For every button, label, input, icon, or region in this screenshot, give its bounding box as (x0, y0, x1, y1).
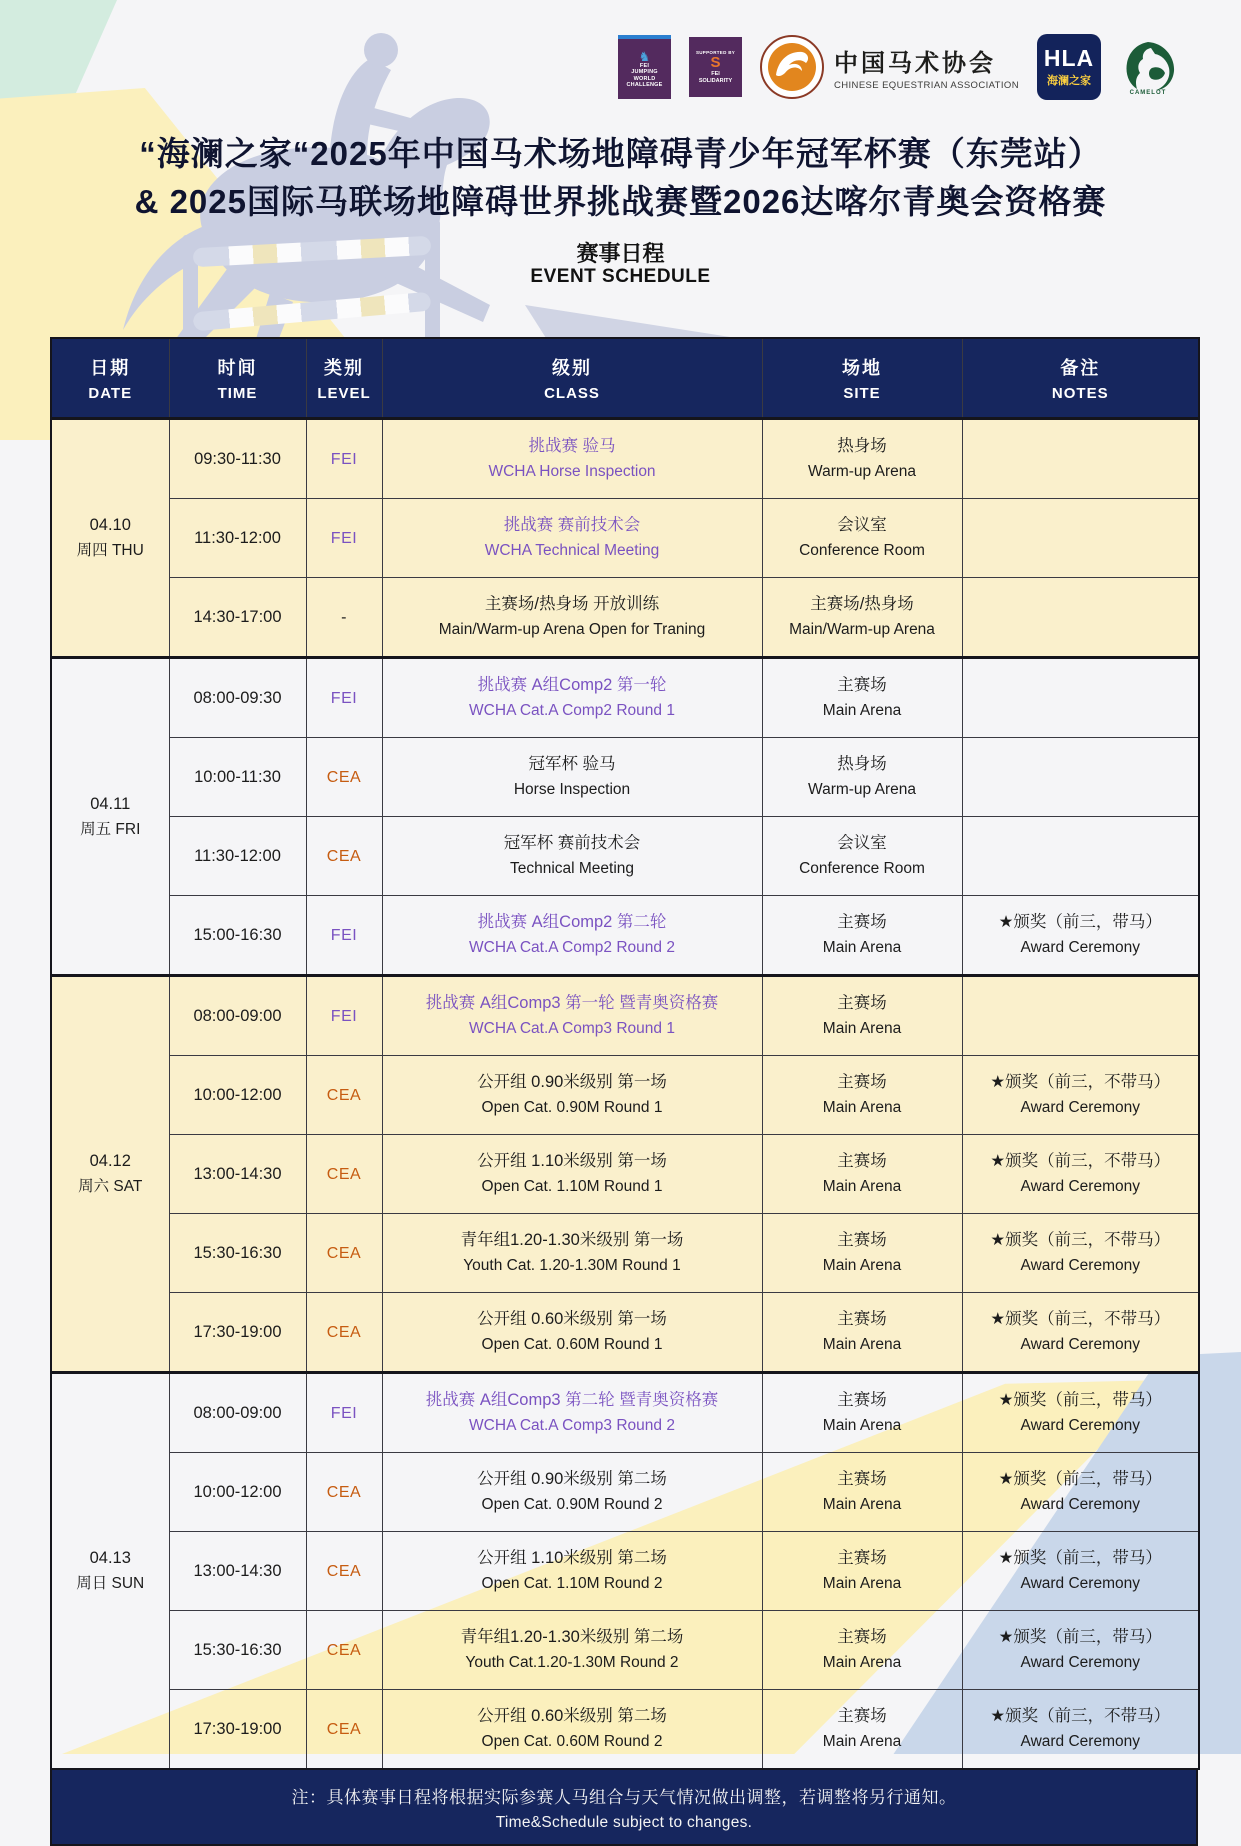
notes-cell (962, 499, 1199, 578)
table-row (51, 738, 1199, 817)
level-cell: CEA (306, 1214, 382, 1293)
date-cell: 04.11 周五 FRI (51, 658, 169, 976)
site-cell: 主赛场 Main Arena (762, 976, 962, 1056)
column-header: 场地 SITE (762, 338, 962, 419)
site-cell: 主赛场 Main Arena (762, 1373, 962, 1453)
fei-solidarity-s-icon: S (710, 54, 721, 71)
cea-logo (760, 35, 1019, 99)
time-cell: 10:00-12:00 (169, 1056, 306, 1135)
site-cell: 主赛场 Main Arena (762, 1293, 962, 1373)
table-row (51, 1135, 1199, 1214)
class-cell: 挑战赛 A组Comp2 第二轮 WCHA Cat.A Comp2 Round 2 (382, 896, 762, 976)
class-cell: 公开组 0.60米级别 第二场 Open Cat. 0.60M Round 2 (382, 1690, 762, 1770)
notes-cell: ★颁奖（前三，不带马） Award Ceremony (962, 1056, 1199, 1135)
site-cell: 主赛场 Main Arena (762, 1611, 962, 1690)
hla-abbr: HLA (1043, 45, 1095, 71)
level-cell: - (306, 578, 382, 658)
hla-logo (1037, 34, 1101, 100)
table-row (51, 1214, 1199, 1293)
column-header: 时间 TIME (169, 338, 306, 419)
notes-cell (962, 738, 1199, 817)
notes-cell: ★颁奖（前三，带马） Award Ceremony (962, 1532, 1199, 1611)
fei-jwc-line1: FEI (639, 62, 650, 69)
time-cell: 13:00-14:30 (169, 1135, 306, 1214)
fei-solidarity-fei-text: FEI (711, 71, 720, 77)
table-row (51, 976, 1199, 1056)
time-cell: 17:30-19:00 (169, 1690, 306, 1770)
site-cell: 主赛场 Main Arena (762, 658, 962, 738)
notes-cell: ★颁奖（前三，不带马） Award Ceremony (962, 1293, 1199, 1373)
table-row (51, 1532, 1199, 1611)
column-header: 级别 CLASS (382, 338, 762, 419)
fei-jwc-line3: WORLD (633, 75, 656, 82)
table-row (51, 1293, 1199, 1373)
date-cell: 04.13 周日 SUN (51, 1373, 169, 1770)
site-cell: 主赛场 Main Arena (762, 1056, 962, 1135)
class-cell: 挑战赛 A组Comp3 第一轮 暨青奥资格赛 WCHA Cat.A Comp3 Round 1 (382, 976, 762, 1056)
cea-name-en: CHINESE EQUESTRIAN ASSOCIATION (834, 80, 1019, 91)
fei-jwc-line2: JUMPING (631, 69, 658, 75)
site-cell: 热身场 Warm-up Arena (762, 738, 962, 817)
class-cell: 公开组 1.10米级别 第二场 Open Cat. 1.10M Round 2 (382, 1532, 762, 1611)
site-cell: 主赛场 Main Arena (762, 1453, 962, 1532)
fei-solidarity-supported-text: SUPPORTED BY (695, 50, 736, 55)
class-cell: 冠军杯 赛前技术会 Technical Meeting (382, 817, 762, 896)
class-cell: 挑战赛 A组Comp2 第一轮 WCHA Cat.A Comp2 Round 1 (382, 658, 762, 738)
cea-name-zh: 中国马术协会 (834, 50, 996, 77)
notes-cell: ★颁奖（前三，不带马） Award Ceremony (962, 1690, 1199, 1770)
level-cell: CEA (306, 738, 382, 817)
time-cell: 11:30-12:00 (169, 499, 306, 578)
site-cell: 主赛场 Main Arena (762, 896, 962, 976)
notes-cell: ★颁奖（前三，不带马） Award Ceremony (962, 1135, 1199, 1214)
schedule-subtitle-zh: 赛事日程 (576, 241, 665, 266)
fei-jumping-world-challenge-logo (618, 35, 671, 99)
table-row (51, 499, 1199, 578)
notes-cell: ★颁奖（前三，带马） Award Ceremony (962, 1611, 1199, 1690)
class-cell: 挑战赛 A组Comp3 第二轮 暨青奥资格赛 WCHA Cat.A Comp3 Round 2 (382, 1373, 762, 1453)
time-cell: 09:30-11:30 (169, 419, 306, 499)
table-row (51, 1690, 1199, 1770)
cea-emblem-icon (760, 35, 824, 99)
schedule-subtitle-en: EVENT SCHEDULE (530, 266, 711, 287)
table-row (51, 896, 1199, 976)
table-row (51, 1453, 1199, 1532)
event-title-line1: “海澜之家“2025年中国马术场地障碍青少年冠军杯赛（东莞站） (139, 135, 1102, 172)
table-row (51, 1373, 1199, 1453)
footer-note-en: Time&Schedule subject to changes. (495, 1813, 753, 1831)
table-row (51, 817, 1199, 896)
time-cell: 17:30-19:00 (169, 1293, 306, 1373)
table-row (51, 658, 1199, 738)
notes-cell (962, 817, 1199, 896)
date-cell: 04.12 周六 SAT (51, 976, 169, 1373)
class-cell: 冠军杯 验马 Horse Inspection (382, 738, 762, 817)
level-cell: FEI (306, 976, 382, 1056)
notes-cell (962, 419, 1199, 499)
table-row (51, 1056, 1199, 1135)
level-cell: FEI (306, 1373, 382, 1453)
class-cell: 挑战赛 验马 WCHA Horse Inspection (382, 419, 762, 499)
time-cell: 10:00-12:00 (169, 1453, 306, 1532)
fei-rider-icon: ♞ (638, 48, 651, 64)
table-row (51, 1611, 1199, 1690)
site-cell: 主赛场 Main Arena (762, 1690, 962, 1770)
camelot-logo (1119, 38, 1177, 96)
site-cell: 主赛场 Main Arena (762, 1214, 962, 1293)
notes-cell: ★颁奖（前三，带马） Award Ceremony (962, 1453, 1199, 1532)
hla-name-zh: 海澜之家 (1046, 75, 1091, 87)
level-cell: FEI (306, 419, 382, 499)
level-cell: CEA (306, 817, 382, 896)
class-cell: 公开组 0.90米级别 第一场 Open Cat. 0.90M Round 1 (382, 1056, 762, 1135)
camelot-horse-icon (1119, 38, 1177, 96)
site-cell: 会议室 Conference Room (762, 817, 962, 896)
fei-solidarity-logo (689, 37, 742, 97)
time-cell: 13:00-14:30 (169, 1532, 306, 1611)
time-cell: 08:00-09:30 (169, 658, 306, 738)
time-cell: 15:30-16:30 (169, 1214, 306, 1293)
notes-cell (962, 976, 1199, 1056)
level-cell: FEI (306, 896, 382, 976)
schedule-table-body (51, 419, 1199, 1770)
notes-cell: ★颁奖（前三，不带马） Award Ceremony (962, 1214, 1199, 1293)
sponsor-logo-strip (618, 34, 1177, 100)
time-cell: 15:00-16:30 (169, 896, 306, 976)
time-cell: 08:00-09:00 (169, 976, 306, 1056)
column-header: 日期 DATE (51, 338, 169, 419)
notes-cell: ★颁奖（前三，带马） Award Ceremony (962, 1373, 1199, 1453)
notes-cell: ★颁奖（前三，带马） Award Ceremony (962, 896, 1199, 976)
class-cell: 主赛场/热身场 开放训练 Main/Warm-up Arena Open for Traning (382, 578, 762, 658)
class-cell: 公开组 0.90米级别 第二场 Open Cat. 0.90M Round 2 (382, 1453, 762, 1532)
notes-cell (962, 578, 1199, 658)
level-cell: CEA (306, 1135, 382, 1214)
event-title-line2: & 2025国际马联场地障碍世界挑战赛暨2026达喀尔青奥会资格赛 (134, 183, 1107, 220)
camelot-name: CAMELOT (1129, 90, 1167, 96)
column-header: 类别 LEVEL (306, 338, 382, 419)
class-cell: 挑战赛 赛前技术会 WCHA Technical Meeting (382, 499, 762, 578)
notes-cell (962, 658, 1199, 738)
site-cell: 主赛场/热身场 Main/Warm-up Arena (762, 578, 962, 658)
footer-note-zh: 注：具体赛事日程将根据实际参赛人马组合与天气情况做出调整，若调整将另行通知。 (291, 1787, 957, 1807)
schedule-table (50, 337, 1200, 1770)
event-title (0, 130, 1241, 226)
time-cell: 11:30-12:00 (169, 817, 306, 896)
class-cell: 公开组 0.60米级别 第一场 Open Cat. 0.60M Round 1 (382, 1293, 762, 1373)
fei-solidarity-name-text: SOLIDARITY (698, 77, 733, 84)
site-cell: 主赛场 Main Arena (762, 1532, 962, 1611)
level-cell: CEA (306, 1690, 382, 1770)
level-cell: CEA (306, 1293, 382, 1373)
level-cell: FEI (306, 658, 382, 738)
level-cell: CEA (306, 1453, 382, 1532)
fei-jwc-line4: CHALLENGE (626, 82, 663, 88)
level-cell: CEA (306, 1056, 382, 1135)
footer-note-bar (50, 1770, 1198, 1846)
table-row (51, 419, 1199, 499)
time-cell: 15:30-16:30 (169, 1611, 306, 1690)
class-cell: 青年组1.20-1.30米级别 第一场 Youth Cat. 1.20-1.30M Round 1 (382, 1214, 762, 1293)
table-row (51, 578, 1199, 658)
time-cell: 10:00-11:30 (169, 738, 306, 817)
class-cell: 公开组 1.10米级别 第一场 Open Cat. 1.10M Round 1 (382, 1135, 762, 1214)
site-cell: 会议室 Conference Room (762, 499, 962, 578)
level-cell: CEA (306, 1532, 382, 1611)
table-header-row (51, 338, 1199, 419)
schedule-table-wrap (50, 337, 1198, 1846)
date-cell: 04.10 周四 THU (51, 419, 169, 658)
site-cell: 主赛场 Main Arena (762, 1135, 962, 1214)
time-cell: 08:00-09:00 (169, 1373, 306, 1453)
site-cell: 热身场 Warm-up Arena (762, 419, 962, 499)
time-cell: 14:30-17:00 (169, 578, 306, 658)
level-cell: CEA (306, 1611, 382, 1690)
level-cell: FEI (306, 499, 382, 578)
column-header: 备注 NOTES (962, 338, 1199, 419)
class-cell: 青年组1.20-1.30米级别 第二场 Youth Cat.1.20-1.30M Round 2 (382, 1611, 762, 1690)
